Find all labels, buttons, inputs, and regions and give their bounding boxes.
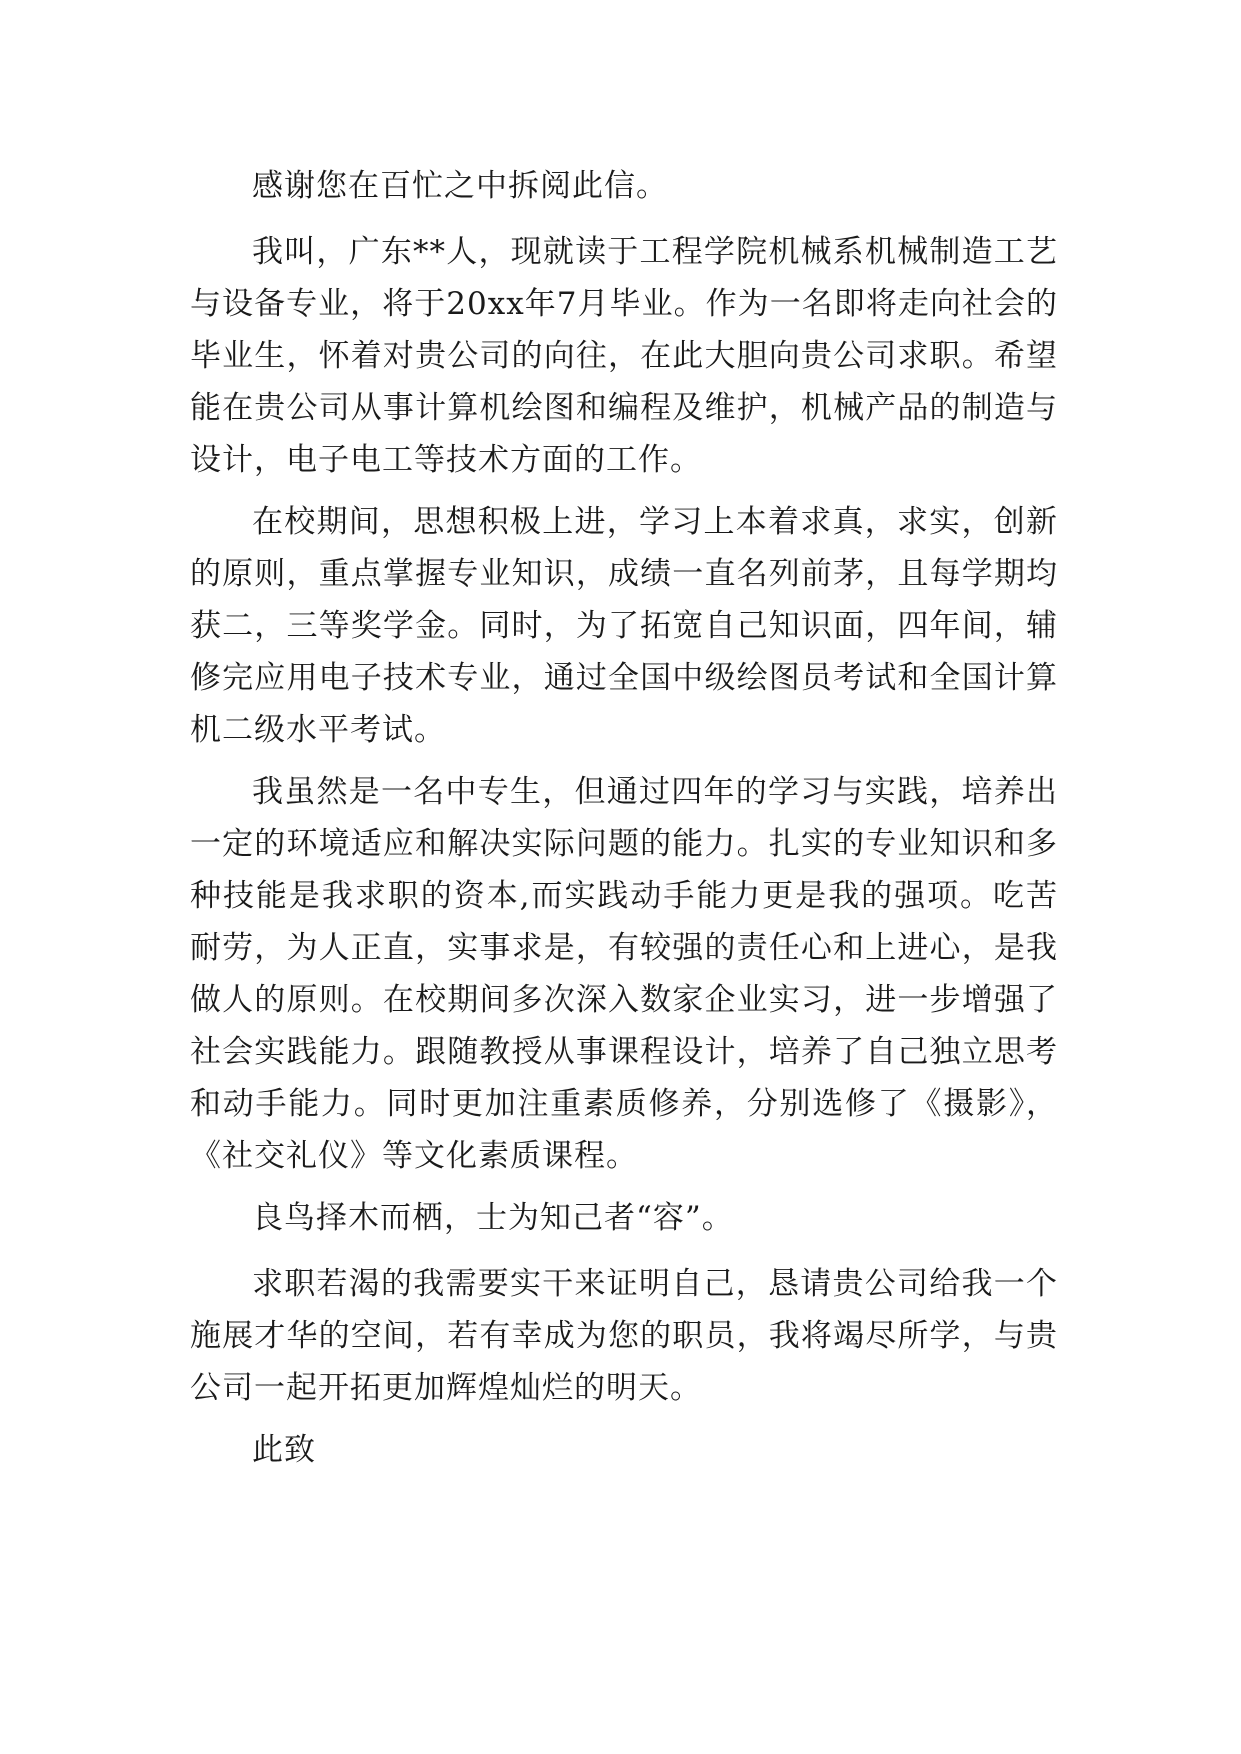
- paragraph-greeting: 感谢您在百忙之中拆阅此信。: [252, 168, 668, 204]
- paragraph-closing: 此致: [252, 1432, 316, 1468]
- paragraph-introduction: 我叫，广东**人，现就读于工程学院机械系机械制造工艺与设备专业，将于20xx年7月毕业。作为一名即将走向社会的毕业生，怀着对贵公司的向往，在此大胆向贵公司求职。希望能在贵公司从事计算机绘图和编程及维护，机械产品的制造与设计，电子电工等技术方面的工作。: [190, 234, 1058, 478]
- paragraph-request: 求职若渴的我需要实干来证明自己，恳请贵公司给我一个施展才华的空间，若有幸成为您的职员，我将竭尽所学，与贵公司一起开拓更加辉煌灿烂的明天。: [190, 1266, 1058, 1406]
- paragraph-skills: 我虽然是一名中专生，但通过四年的学习与实践，培养出一定的环境适应和解决实际问题的能力。扎实的专业知识和多种技能是我求职的资本,而实践动手能力更是我的强项。吃苦耐劳，为人正直，实事求是，有较强的责任心和上进心，是我做人的原则。在校期间多次深入数家企业实习，进一步增强了社会实践能力。跟随教授从事课程设计，培养了自己独立思考和动手能力。同时更加注重素质修养，分别选修了《摄影》，《社交礼仪》等文化素质课程。: [190, 774, 1058, 1174]
- letter-body: [190, 160, 1058, 1490]
- paragraph-school-performance: 在校期间，思想积极上进，学习上本着求真，求实，创新的原则，重点掌握专业知识，成绩一直名列前茅，且每学期均获二，三等奖学金。同时，为了拓宽自己知识面，四年间，辅修完应用电子技术专业，通过全国中级绘图员考试和全国计算机二级水平考试。: [190, 504, 1058, 748]
- paragraph-proverb: 良鸟择木而栖，士为知己者“容”。: [252, 1200, 734, 1236]
